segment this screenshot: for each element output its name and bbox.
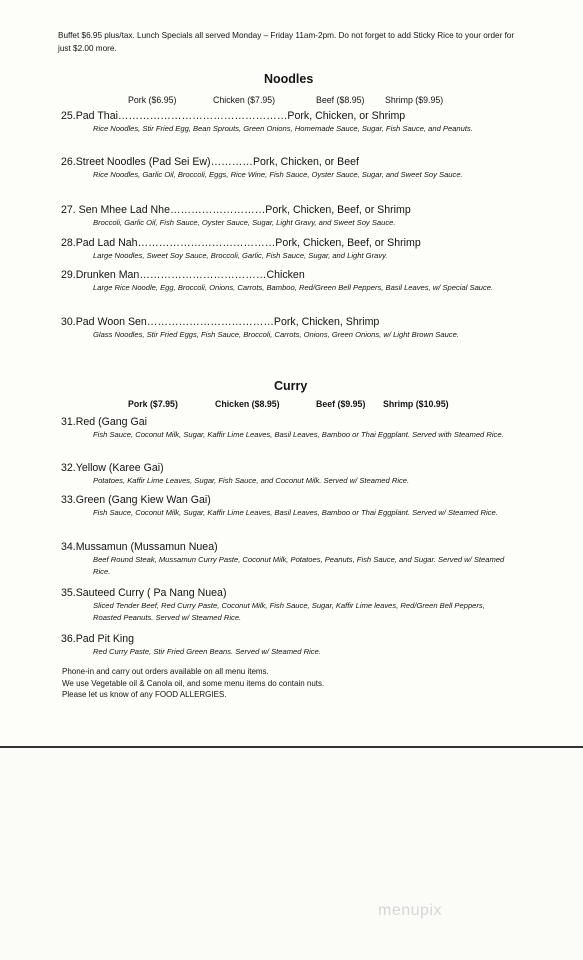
item-name: 35.Sauteed Curry ( Pa Nang Nuea) [61,587,227,599]
menu-item-25 [61,109,521,135]
item-description: Broccoli, Garlic Oil, Fish Sauce, Oyster Sauce, Sugar, Light Gravy, and Sweet Soy Sauce. [93,218,396,227]
footer-notes [62,666,482,701]
menu-item-29 [61,268,521,294]
item-description: Rice Noodles, Garlic Oil, Broccoli, Eggs, Rice Wine, Fish Sauce, Oyster Sauce, Sugar, and Sweet Soy Sauce. [93,170,463,179]
noodles-price-chicken: Chicken ($7.95) [213,95,276,105]
item-name: 36.Pad Pit King [61,633,135,645]
item-description: Fish Sauce, Coconut Milk, Sugar, Kaffir Lime Leaves, Basil Leaves, Bamboo or Thai Eggplant. Served with Steamed Rice. [93,430,504,439]
item-name: 33.Green (Gang Kiew Wan Gai) [61,494,211,506]
curry-price-beef: Beef ($9.95) [316,399,366,409]
item-name: 30.Pad Woon Sen………………………………Pork, Chicken, Shrimp [61,316,380,328]
curry-price-shrimp: Shrimp ($10.95) [383,399,449,409]
footer-line-oil: We use Vegetable oil & Canola oil, and some menu items do contain nuts. [62,678,325,688]
item-description: Rice Noodles, Stir Fried Egg, Bean Sprouts, Green Onions, Homemade Sauce, Sugar, Fish Sauce, and Peanuts. [93,124,473,133]
item-name: 34.Mussamun (Mussamun Nuea) [61,541,218,553]
item-description: Large Noodles, Sweet Soy Sauce, Broccoli, Garlic, Fish Sauce, Sugar, and Light Gravy. [93,251,388,260]
item-description: Large Rice Noodle, Egg, Broccoli, Onions, Carrots, Bamboo, Red/Green Bell Peppers, Basil Leaves, w/ Special Sauce. [93,283,494,292]
menu-item-33 [61,493,521,519]
footer-line-allergies: Please let us know of any FOOD ALLERGIES. [62,690,227,699]
intro-text: Buffet $6.95 plus/tax. Lunch Specials all served Monday – Friday 11am-2pm. Do not forget to add Sticky Rice to your order for just $2.00 more. [58,31,515,53]
item-description: Red Curry Paste, Stir Fried Green Beans. Served w/ Steamed Rice. [93,647,321,656]
menu-item-32 [61,461,521,487]
item-name: 31.Red (Gang Gai [61,416,147,428]
item-description: Beef Round Steak, Mussamun Curry Paste, Coconut Milk, Potatoes, Peanuts, Fish Sauce, and Sugar. Served w/ Steamed Rice. [93,555,505,576]
menu-item-27 [61,203,521,229]
item-name: 28.Pad Lad Nah…………………………………Pork, Chicken, Beef, or Shrimp [61,237,421,249]
item-description: Glass Noodles, Stir Fried Eggs, Fish Sauce, Broccoli, Carrots, Onions, Green Onions, w/ Light Brown Sauce. [93,330,459,339]
item-name: 27. Sen Mhee Lad Nhe………………………Pork, Chicken, Beef, or Shrimp [61,204,411,216]
menu-item-36 [61,632,521,658]
menu-item-35 [61,586,521,624]
menu-item-30 [61,315,521,341]
curry-prices [0,399,583,411]
footer-line-carryout: Phone-in and carry out orders available on all menu items. [62,667,269,676]
noodles-price-pork: Pork ($6.95) [128,95,177,105]
item-name: 32.Yellow (Karee Gai) [61,462,164,474]
noodles-price-beef: Beef ($8.95) [316,95,365,105]
menu-item-28 [61,236,521,262]
item-description: Potatoes, Kaffir Lime Leaves, Sugar, Fish Sauce, and Coconut Milk. Served w/ Steamed Rice. [93,476,410,485]
menu-item-26 [61,155,521,181]
menu-item-31 [61,415,521,441]
menu-item-34 [61,540,521,578]
curry-price-pork: Pork ($7.95) [128,399,178,409]
noodles-price-shrimp: Shrimp ($9.95) [385,95,444,105]
noodles-prices [0,95,583,107]
item-name: 26.Street Noodles (Pad Sei Ew)…………Pork, Chicken, or Beef [61,156,359,168]
item-name: 29.Drunken Man………………………………Chicken [61,269,305,281]
noodles-title: Noodles [264,72,314,86]
item-description: Sliced Tender Beef, Red Curry Paste, Coconut Milk, Fish Sauce, Sugar, Kaffir Lime leaves, Red/Green Bell Peppers, Roasted Peanuts. Served w/ Steamed Rice. [93,601,485,622]
curry-price-chicken: Chicken ($8.95) [215,399,280,409]
watermark-logo: menupix [378,902,442,919]
page-divider [0,746,583,748]
item-description: Fish Sauce, Coconut Milk, Sugar, Kaffir Lime Leaves, Basil Leaves, Bamboo or Thai Eggplant. Served w/ Steamed Rice. [93,508,498,517]
curry-title: Curry [274,379,308,393]
item-name: 25.Pad Thai…………………………………………Pork, Chicken, or Shrimp [61,110,406,122]
